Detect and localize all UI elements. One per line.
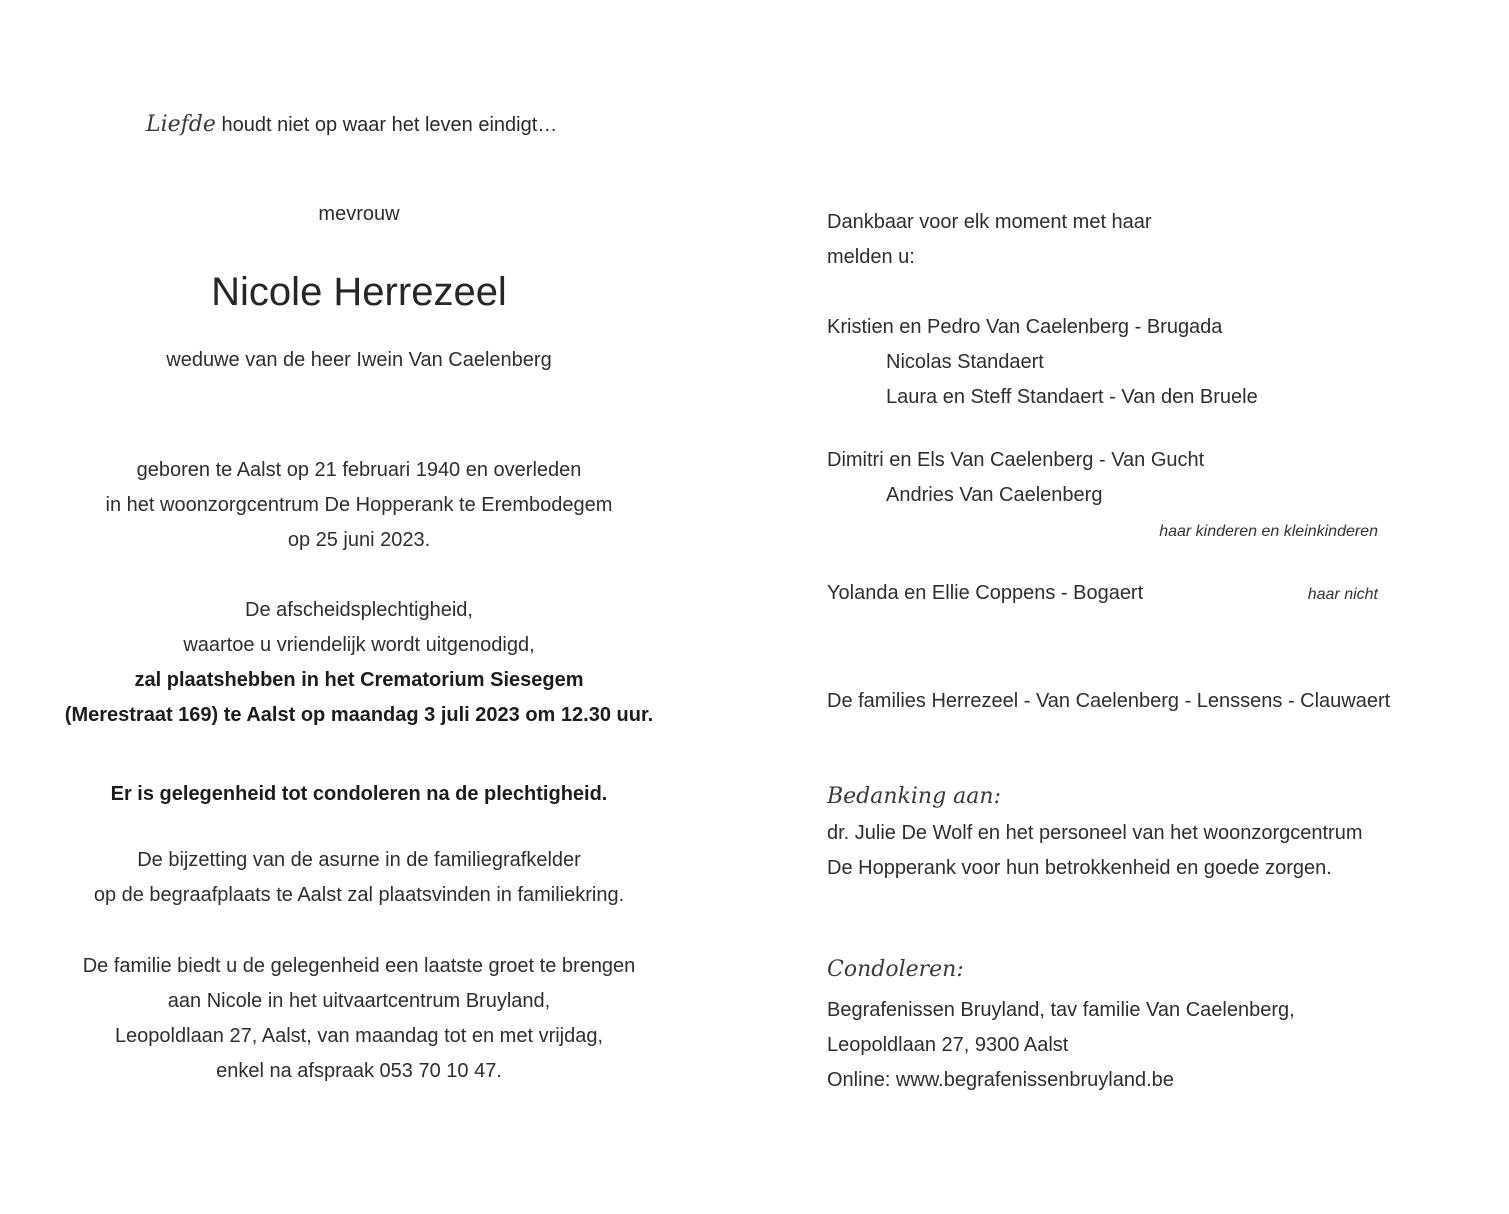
family-group-2 [827,443,1204,513]
visitation-line: Leopoldlaan 27, Aalst, van maandag tot en met vrijdag, [114,1025,604,1047]
relation-line: weduwe van de heer Iwein Van Caelenberg [166,349,552,371]
family-child: Andries Van Caelenberg [886,484,1103,506]
motto-text: houdt niet op waar het leven eindigt… [221,114,558,136]
condolences-block [827,993,1295,1098]
visitation-line: De familie biedt u de gelegenheid een laatste groet te brengen [82,955,636,977]
visitation-line: aan Nicole in het uitvaartcentrum Bruyland, [167,990,551,1012]
family-head: Dimitri en Els Van Caelenberg - Van Gucht [827,449,1205,471]
burial-line: De bijzetting van de asurne in de familiegrafkelder [137,849,581,871]
children-relation-label: haar kinderen en kleinkinderen [1159,523,1378,540]
families-line: De families Herrezeel - Van Caelenberg - Lenssens - Clauwaert [827,690,1391,712]
birth-death-line: op 25 juni 2023. [287,529,431,551]
honorific: mevrouw [318,203,400,225]
family-child: Nicolas Standaert [886,351,1044,373]
birth-death-line: in het woonzorgcentrum De Hopperank te Erembodegem [105,494,613,516]
condolence-note: Er is gelegenheid tot condoleren na de plechtigheid. [110,783,608,805]
burial-block [30,843,688,913]
family-intro [827,205,1152,275]
motto-script-word: Liefde [146,112,216,137]
niece-relation-label: haar nicht [1307,586,1378,603]
ceremony-detail-line: (Merestraat 169) te Aalst op maandag 3 juli 2023 om 12.30 uur. [64,704,654,726]
condolences-website-line: Online: www.begrafenissenbruyland.be [827,1069,1174,1091]
birth-death-block [30,453,688,558]
ceremony-block [30,593,688,733]
ceremony-intro-line: waartoe u vriendelijk wordt uitgenodigd, [183,634,535,656]
family-head: Kristien en Pedro Van Caelenberg - Brugada [827,316,1223,338]
motto [146,108,557,142]
condolences-line: Leopoldlaan 27, 9300 Aalst [827,1034,1069,1056]
thanks-heading: Bedanking aan: [827,784,1001,809]
burial-line: op de begraafplaats te Aalst zal plaatsvinden in familiekring. [93,884,625,906]
ceremony-intro-line: De afscheidsplechtigheid, [245,599,473,621]
thanks-block [827,816,1363,886]
condolences-line: Begrafenissen Bruyland, tav familie Van Caelenberg, [827,999,1295,1021]
condolences-heading: Condoleren: [827,957,964,982]
birth-death-line: geboren te Aalst op 21 februari 1940 en overleden [136,459,582,481]
visitation-line: enkel na afspraak 053 70 10 47. [216,1060,502,1082]
deceased-name: Nicole Herrezeel [211,270,507,314]
ceremony-detail-line: zal plaatshebben in het Crematorium Siesegem [134,669,584,691]
family-child: Laura en Steff Standaert - Van den Bruele [886,386,1258,408]
family-group-1 [827,310,1258,415]
family-intro-line: Dankbaar voor elk moment met haar [827,211,1152,233]
visitation-block [30,949,688,1089]
thanks-line: dr. Julie De Wolf en het personeel van het woonzorgcentrum [827,822,1363,844]
niece-name: Yolanda en Ellie Coppens - Bogaert [827,582,1144,604]
family-intro-line: melden u: [827,246,915,268]
thanks-line: De Hopperank voor hun betrokkenheid en goede zorgen. [827,857,1332,879]
